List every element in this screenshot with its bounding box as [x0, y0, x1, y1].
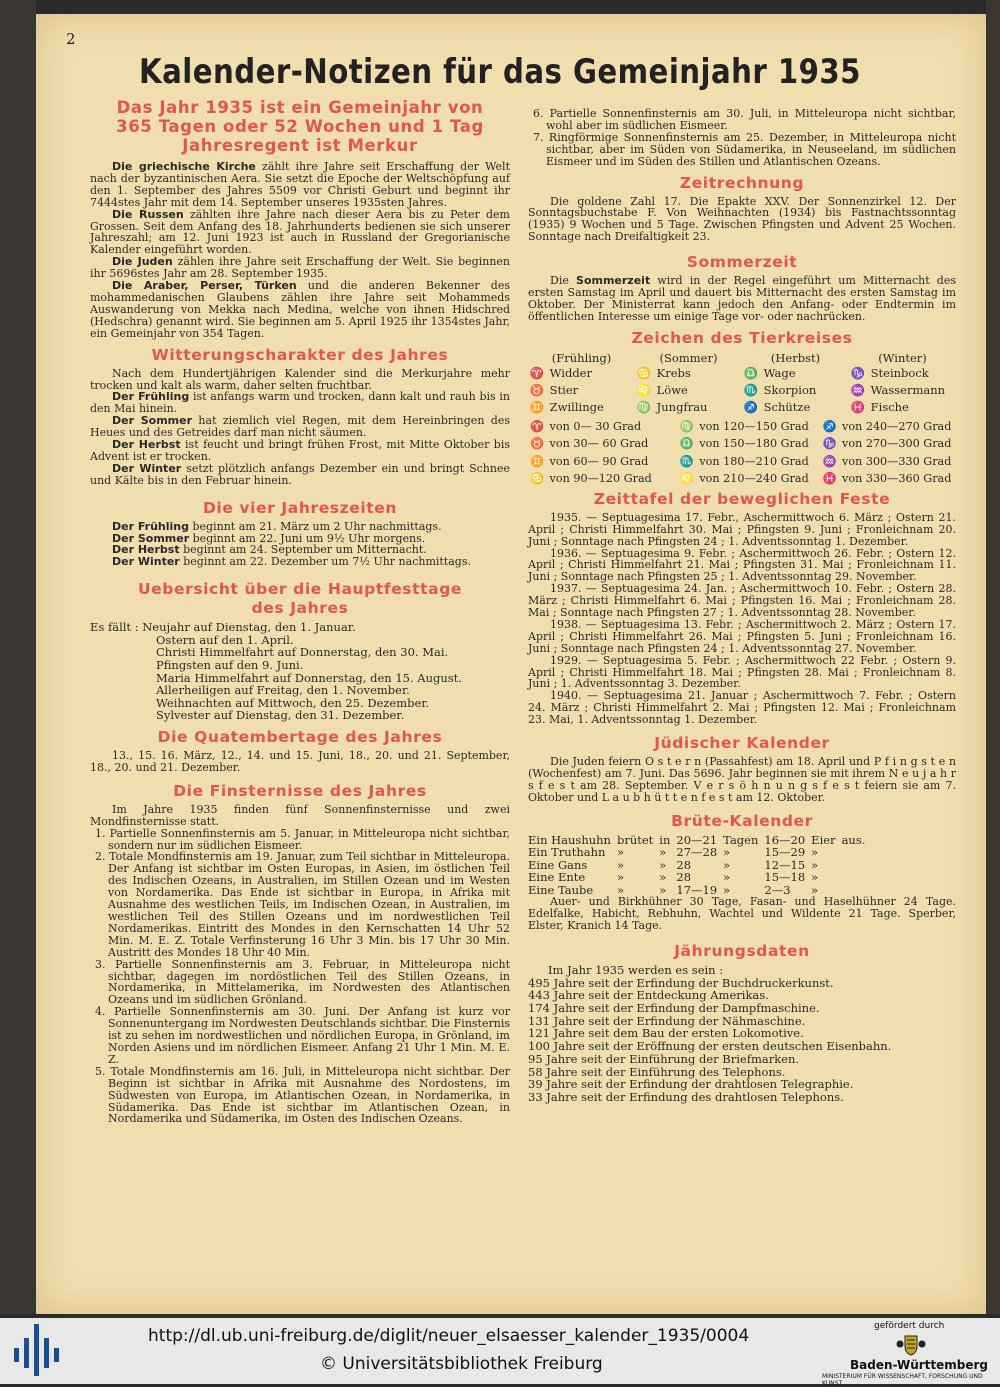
- bruet-table: [528, 834, 871, 897]
- zodiac-entry: [635, 382, 742, 399]
- bruet-cell: 16—20: [764, 832, 806, 847]
- zeittafel-entry: 1938. — Septuagesima 13. Febr. ; Aschermittwoch 2. März ; Ostern 17. April ; Christi Himmelfahrt 26. Mai ; Pfingsten 5. Juni ; Fronleichnam 16. Juni ; Sonntage nach Pfingsten 24 ; 1. Adventssonntag 27. November.: [528, 617, 956, 655]
- finsternis-item: 3. Partielle Sonnenfinsternis am 3. Februar, in Mitteleuropa nicht sichtbar, dagegen im nordöstlichen Teil des Stillen Ozeans, in Nordamerika, in Mittelamerika, im Nordwesten des Atlantischen Ozeans und im südlichen Grönland.: [95, 957, 510, 1007]
- feste-item: Pfingsten auf den 9. Juni.: [156, 658, 304, 673]
- zodiac-sign-icon: ♏: [743, 382, 759, 397]
- witterung-paragraph: [90, 391, 510, 415]
- bruet-cell: Ein Haushuhn: [528, 832, 611, 847]
- jahrung-item: 58 Jahre seit der Einführung des Telephons.: [528, 1064, 786, 1079]
- zeittafel-entry: 1929. — Septuagesima 5. Febr. ; Aschermittwoch 22 Febr. ; Ostern 9. April ; Christi Himmelfahrt 18. Mai ; Pfingsten 28. Mai ; Fronleichnam 8. Juni ; 1. Adventssonntag 3. Dezember.: [528, 653, 956, 691]
- footer-bar: [0, 1318, 1000, 1387]
- intro-paragraphs: [90, 161, 510, 340]
- zodiac-sign-icon: ♉: [529, 382, 545, 397]
- jahreszeiten-paragraphs: [90, 521, 510, 569]
- zodiac-sign-icon: ♈: [529, 365, 545, 380]
- finsternis-item: 2. Totale Mondfinsternis am 19. Januar, zum Teil sichtbar in Mitteleuropa. Der Anfang ist sichtbar im Osten Europas, in Asien, im östlichen Teil des Indischen Ozeans, in Australien, im Stillen Ozean und im Westen von Nordamerika. Das Ende ist sichtbar in Europa, in Afrika mit Ausnahme des westlichen Teils, im Indischen Ozean, in Australien, im westlichen Teil des Stillen Ozeans und im nordwestlichen Teil Nordamerikas. Eintritt des Mondes in den Kernschatten 14 Uhr 52 Min. M. E. Z. Totale Verfinsterung 16 Uhr 3 Min. bis 17 Uhr 30 Min. Austritt des Mondes 18 Uhr 40 Min.: [95, 850, 510, 959]
- zodiac-sign-icon: ♍: [636, 399, 652, 414]
- bruet-cell: »: [659, 845, 667, 860]
- intro-heading: [90, 98, 510, 155]
- zodiac-name: Wage: [760, 365, 796, 380]
- zodiac-sign-icon: ♎: [679, 436, 694, 451]
- witterung-paragraph: [90, 368, 510, 392]
- intro-paragraph-term: Die Russen: [112, 207, 184, 221]
- zodiac-degree-range: von 210—240 Grad: [695, 472, 809, 486]
- zodiac-sign-icon: ♓: [822, 471, 837, 486]
- zodiac-name-grid: [528, 365, 956, 416]
- feste-item: Es fällt : Neujahr auf Dienstag, den 1. Januar.: [90, 620, 356, 635]
- jahrung-item: 100 Jahre seit der Eröffnung der ersten deutschen Eisenbahn.: [528, 1039, 892, 1054]
- bruet-cell: »: [616, 882, 625, 897]
- zodiac-name: Löwe: [653, 382, 688, 397]
- zodiac-degree-range: von 180—210 Grad: [695, 454, 809, 468]
- zeittafel-entry: 1940. — Septuagesima 21. Januar ; Aschermittwoch 7. Febr. ; Ostern 24. März ; Christi Himmelfahrt 2. Mai ; Pfingsten 12. Mai ; Fronleichnam 23. Mai, 1. Adventssonntag 1. Dezember.: [528, 689, 956, 727]
- intro-paragraph: [90, 209, 510, 257]
- jahrung-item: 443 Jahre seit der Entdeckung Amerikas.: [528, 988, 769, 1003]
- witterung-paragraphs: [90, 368, 510, 487]
- zodiac-name: Fische: [867, 399, 909, 414]
- bruet-cell: Tagen: [723, 832, 759, 847]
- zodiac-degree-range: von 30— 60 Grad: [546, 437, 649, 451]
- jahreszeit-paragraph-term: Der Winter: [112, 555, 180, 569]
- finsternisse-cont-list: [528, 108, 956, 168]
- sommerzeit-heading: Sommerzeit: [686, 253, 798, 272]
- zodiac-name: Schütze: [760, 399, 811, 414]
- bruet-cell: »: [616, 857, 625, 872]
- zodiac-sign-icon: ♊: [530, 453, 544, 468]
- jahreszeiten-heading: Die vier Jahreszeiten: [202, 498, 398, 517]
- bruet-cell: Eine Taube: [528, 882, 594, 897]
- finsternis-item: 7. Ringförmige Sonnenfinsternis am 25. Dezember, in Mitteleuropa nicht sichtbar, aber im Süden von Südamerika, in Neuseeland, im südlichen Eismeer und im Süden des Stillen und Atlantischen Ozeans.: [533, 130, 956, 168]
- zodiac-sign-icon: ♌: [679, 471, 694, 486]
- zodiac-degree-range: von 0— 30 Grad: [546, 419, 642, 433]
- bruet-cell: 28: [676, 870, 692, 885]
- feste-list: [90, 621, 510, 722]
- witterung-paragraph-term: Der Winter: [112, 461, 182, 475]
- bruet-cell: Eine Ente: [528, 870, 586, 885]
- bruet-cell: aus.: [841, 832, 866, 847]
- feste-item: Maria Himmelfahrt auf Donnerstag, den 15. August.: [156, 670, 462, 685]
- zodiac-degree-grid: [528, 418, 956, 488]
- bruet-cell: Eier: [811, 832, 836, 847]
- zodiac-entry: [742, 399, 849, 416]
- jahreszeit-paragraph-body: beginnt am 22. Juni um 9½ Uhr morgens.: [189, 531, 426, 545]
- zodiac-degree-range: von 60— 90 Grad: [546, 454, 649, 468]
- witterung-paragraph-term: Der Herbst: [112, 438, 181, 452]
- bruet-cell: [842, 871, 872, 884]
- sommerzeit-term: Sommerzeit: [576, 274, 651, 288]
- jahreszeit-paragraph-term: Der Sommer: [112, 531, 190, 545]
- bruet-cell: 15—18: [764, 870, 806, 885]
- bruet-cell: 15—29: [764, 845, 806, 860]
- bruet-cell: [842, 859, 872, 872]
- bruet-cell: Ein Truthahn: [528, 845, 606, 860]
- zeittafel-entry: 1935. — Septuagesima 17. Febr., Aschermittwoch 6. März ; Ostern 21. April ; Christi Himmelfahrt 30. Mai ; Pfingsten 9. Juni ; Fronleichnam 20. Juni ; Sonntage nach Pfingsten 24 ; 1. Adventssonntag 1. Dezember.: [528, 510, 956, 548]
- zodiac-sign-icon: ♊: [529, 399, 545, 414]
- intro-paragraph-term: Die griechische Kirche: [112, 160, 256, 173]
- feste-item: Weihnachten auf Mittwoch, den 25. Dezember.: [156, 695, 430, 710]
- zodiac-sign-icon: ♐: [743, 399, 759, 414]
- zodiac-entry: [528, 382, 635, 399]
- zodiac-name: Wassermann: [867, 382, 946, 397]
- zodiac-degree-entry: [678, 435, 821, 453]
- witterung-paragraph: [90, 415, 510, 439]
- finsternisse-list: [90, 828, 510, 1126]
- jahrung-item: 495 Jahre seit der Erfindung der Buchdruckerkunst.: [528, 975, 834, 990]
- jahreszeit-paragraph-body: beginnt am 22. Dezember um 7½ Uhr nachmittags.: [179, 555, 471, 569]
- finsternis-item: 6. Partielle Sonnenfinsternis am 30. Juli, in Mitteleuropa nicht sichtbar, wohl aber im südlichen Eismeer.: [533, 107, 956, 132]
- page-number: 2: [66, 30, 76, 48]
- witterung-paragraph: [90, 439, 510, 463]
- bruet-cell: »: [723, 845, 731, 860]
- finsternis-item: 4. Partielle Sonnenfinsternis am 30. Juni. Der Anfang ist kurz vor Sonnenuntergang im Nordwesten Deutschlands sichtbar. Die Finsternis ist zu sehen im nordwestlichen und nördlichen Europa, in Grönland, im Norden Asiens und im nördlichen Eismeer. Anfang 21 Uhr 1 Min. M. E. Z.: [95, 1005, 510, 1066]
- zodiac-sign-icon: ♓: [850, 399, 866, 414]
- season-label: (Herbst): [770, 350, 821, 365]
- page-title: Kalender-Notizen für das Gemeinjahr 1935: [139, 52, 861, 92]
- zodiac-name: Steinbock: [867, 365, 929, 380]
- zodiac-degree-range: von 270—300 Grad: [838, 437, 952, 451]
- jahrung-intro: Im Jahr 1935 werden es sein :: [548, 962, 724, 977]
- zodiac-entry: [528, 399, 635, 416]
- bruet-cell: »: [723, 870, 731, 885]
- zodiac-sign-icon: ♉: [530, 436, 544, 451]
- zeittafel-entry: 1936. — Septuagesima 9. Febr. ; Aschermittwoch 26. Febr. ; Ostern 12. April ; Christi Himmelfahrt 21. Mai ; Pfingsten 31. Mai ; Fronleichnam 11. Juni ; Sonntage nach Pfingsten 25 ; 1. Adventssonntag 29. November.: [528, 546, 956, 584]
- finsternis-item: 1. Partielle Sonnenfinsternis am 5. Januar, in Mitteleuropa nicht sichtbar, sondern nur im südlichen Eismeer.: [95, 826, 510, 852]
- zodiac-degree-entry: [678, 418, 821, 436]
- finsternis-item: 5. Totale Mondfinsternis am 16. Juli, in Mitteleuropa nicht sichtbar. Der Beginn ist sichtbar in Afrika mit Ausnahme des Nordostens, im Südwesten von Europa, im Atlantischen Ozean, in Nordamerika, in Südamerika. Das Ende ist sichtbar im Atlantischen Ozean, in Nordamerika und Südamerika, im Osten des Indischen Ozeans.: [95, 1064, 510, 1126]
- jahrung-list: [528, 964, 956, 1104]
- intro-paragraph-body: zählten ihre Jahre nach dieser Aera bis zu Peter dem Grossen. Seit dem Anfang des 18. Jahrhunderts bedienen sie sich unserer Jahreszahl; am 12. Juni 1923 ist auch in Russland der Gregorianische Kalender eingeführt worden.: [90, 207, 510, 257]
- zodiac-degree-range: von 330—360 Grad: [838, 472, 952, 486]
- bruet-cell: »: [811, 882, 819, 897]
- bruet-cell: »: [659, 882, 667, 897]
- zodiac-sign-icon: ♒: [850, 382, 866, 397]
- sponsor-ministry: MINISTERIUM FÜR WISSENSCHAFT, FORSCHUNG UND KUNST: [822, 1373, 983, 1387]
- library-logo-icon: [14, 1324, 58, 1376]
- zodiac-name: Widder: [546, 365, 592, 380]
- zeitrechnung-heading: Zeitrechnung: [679, 173, 805, 192]
- witterung-paragraph-body: setzt plötzlich anfangs Dezember ein und bringt Schnee und Kälte bis in den Februar hinein.: [90, 461, 510, 487]
- zodiac-sign-icon: ♍: [679, 418, 694, 433]
- sommerzeit-pre: Die: [550, 274, 577, 288]
- intro-paragraph-body: zählen ihre Jahre seit Erschaffung der Welt. Sie beginnen ihr 5696stes Jahr am 28. September 1935.: [90, 255, 510, 281]
- feste-heading-line: des Jahres: [251, 599, 349, 618]
- season-header: [528, 351, 956, 365]
- bruet-note: Auer- und Birkhühner 30 Tage, Fasan- und Haselhühner 24 Tage. Edelfalke, Habicht, Rebhuhn, Wachtel und Wildente 21 Tage. Sperber, Elster, Kranich 14 Tage.: [528, 895, 956, 933]
- quatember-heading: Die Quatembertage des Jahres: [157, 728, 443, 747]
- zodiac-entry: [742, 382, 849, 399]
- quatember-text: 13., 15. 16. März, 12., 14. und 15. Juni, 18., 20. und 21. September, 18., 20. und 21. Dezember.: [90, 749, 510, 774]
- scan-right-edge: [986, 0, 1000, 1314]
- sommerzeit-body: wird in der Regel eingeführt um Mitternacht des ersten Samstag im April und dauert bis Mitternacht des ersten Samstag im Oktober. Der Ministerrat kann jedoch den Anfang- oder Endtermin im öffentlichen Interesse um einige Tage vor- oder nachrücken.: [528, 274, 956, 323]
- witterung-paragraph-term: Der Sommer: [112, 414, 193, 428]
- bruet-cell: »: [659, 857, 667, 872]
- zodiac-degree-entry: [528, 418, 678, 436]
- zodiac-sign-icon: ♋: [530, 471, 544, 486]
- jahrung-item: 33 Jahre seit der Erfindung des drahtlosen Telephons.: [528, 1089, 844, 1104]
- intro-paragraph-term: Die Juden: [112, 255, 173, 269]
- zodiac-entry: [742, 365, 849, 382]
- intro-paragraph-term: Die Araber, Perser, Türken: [112, 279, 297, 293]
- jahrung-item: 174 Jahre seit der Erfindung der Dampfmaschine.: [528, 1001, 820, 1016]
- zodiac-sign-icon: ♑: [822, 436, 837, 451]
- intro-paragraph-body: und die anderen Bekenner des mohammedanischen Glaubens zählen ihre Jahre seit Mohammeds Auswanderung von Mekka nach Medina, welche von ihnen Hidschred (Hedschra) genannt wird. Sie beginnen am 5. April 1925 ihr 1354stes Jahr, ein Gemeinjahr von 354 Tagen.: [90, 279, 510, 340]
- feste-item: Allerheiligen auf Freitag, den 1. November.: [156, 683, 410, 698]
- crest-icon: [896, 1334, 926, 1356]
- witterung-paragraph-body: Nach dem Hundertjährigen Kalender sind die Merkurjahre mehr trocken und kalt als warm, daher selten fruchtbar.: [90, 366, 510, 392]
- witterung-paragraph-body: ist feucht und bringt frühen Frost, mit Mitte Oktober bis Advent ist er trocken.: [90, 438, 510, 463]
- zodiac-name: Krebs: [653, 365, 691, 380]
- zodiac-sign-icon: ♌: [636, 382, 652, 397]
- feste-item: Christi Himmelfahrt auf Donnerstag, den 30. Mai.: [156, 645, 449, 660]
- bruet-cell: 27—28: [676, 845, 718, 860]
- finsternisse-intro: Im Jahre 1935 finden fünf Sonnenfinsternisse und zwei Mondfinsternisse statt.: [90, 802, 510, 828]
- zodiac-sign-icon: ♒: [822, 453, 837, 468]
- zodiac-entry: [849, 382, 956, 399]
- zodiac-degree-range: von 120—150 Grad: [695, 419, 809, 433]
- zodiac-sign-icon: ♏: [679, 453, 694, 468]
- jahrung-item: 39 Jahre seit der Erfindung der drahtlosen Telegraphie.: [528, 1077, 854, 1092]
- season-label: (Frühling): [551, 350, 612, 365]
- season-label: (Sommer): [659, 350, 718, 365]
- left-column: [90, 98, 510, 1125]
- bruet-cell: 12—15: [764, 857, 806, 872]
- zodiac-degree-range: von 150—180 Grad: [695, 437, 809, 451]
- zodiac-degree-entry: [820, 418, 956, 436]
- jahrung-item: 121 Jahre seit dem Bau der ersten Lokomotive.: [528, 1026, 804, 1041]
- bruet-cell: »: [723, 882, 731, 897]
- season-label: (Winter): [878, 350, 927, 365]
- bruet-cell: »: [811, 870, 819, 885]
- footer-url-link[interactable]: http://dl.ub.uni-freiburg.de/diglit/neuer_elsaesser_kalender_1935/0004: [148, 1326, 750, 1346]
- jahreszeit-paragraph-term: Der Herbst: [112, 543, 180, 557]
- jahreszeit-paragraph-body: beginnt am 24. September um Mitternacht.: [179, 543, 427, 557]
- intro-paragraph: [90, 161, 510, 209]
- jahrung-heading: Jährungsdaten: [674, 941, 810, 960]
- zodiac-entry: [635, 399, 742, 416]
- bruet-cell: 20—21: [676, 832, 718, 847]
- scan-binding-edge: [0, 0, 36, 1314]
- zeittafel-entry: 1937. — Septuagesima 24. Jan. ; Aschermittwoch 10. Febr. ; Ostern 28. März ; Christi Himmelfahrt 6. Mai ; Pfingsten 16. Mai ; Fronleichnam 28. Mai ; Sonntage nach Pfingsten 27 ; 1. Adventssonntag 28. November.: [528, 582, 956, 620]
- witterung-paragraph-body: ist anfangs warm und trocken, dann kalt und rauh bis in den Mai hinein.: [90, 390, 510, 416]
- zeittafel-heading: Zeittafel der beweglichen Feste: [593, 489, 891, 508]
- zodiac-degree-entry: [528, 435, 678, 453]
- zodiac-degree-entry: [528, 453, 678, 471]
- intro-heading-line: 365 Tagen oder 52 Wochen und 1 Tag: [116, 117, 484, 136]
- intro-paragraph: [90, 280, 510, 340]
- zodiac-name: Skorpion: [760, 382, 817, 397]
- intro-heading-line: Jahresregent ist Merkur: [182, 136, 418, 155]
- zodiac-name: Stier: [546, 382, 579, 397]
- zodiac-sign-icon: ♑: [850, 365, 866, 380]
- jahreszeit-paragraph: [90, 556, 510, 568]
- zodiac-degree-range: von 90—120 Grad: [546, 472, 652, 486]
- finsternisse-heading: Die Finsternisse des Jahres: [173, 781, 427, 800]
- jahrung-item: 95 Jahre seit der Einführung der Briefmarken.: [528, 1051, 800, 1066]
- bruet-cell: [842, 846, 872, 859]
- witterung-paragraph-term: Der Frühling: [112, 390, 190, 404]
- bruet-cell: »: [811, 845, 819, 860]
- zodiac-degree-entry: [820, 453, 956, 471]
- zodiac-degree-range: von 300—330 Grad: [838, 454, 952, 468]
- zodiac-entry: [528, 365, 635, 382]
- intro-heading-line: Das Jahr 1935 ist ein Gemeinjahr von: [116, 98, 484, 117]
- bruet-cell: »: [659, 870, 667, 885]
- intro-paragraph-body: zählt ihre Jahre seit Erschaffung der Welt nach der byzantinischen Aera. Sie setzt die Epoche der Weltschöpfung auf den 1. September des Jahres 5509 vor Christi Geburt und beginnt ihr 7444stes Jahr mit dem 14. September unseres 1935sten Jahres.: [90, 160, 510, 209]
- jahreszeit-paragraph-term: Der Frühling: [112, 519, 189, 533]
- juedisch-text: Die Juden feiern O s t e r n (Passahfest) am 18. April und P f i n g s t e n (Wochenfest) am 7. Juni. Das 5696. Jahr beginnen sie mit ihrem N e u j a h r s f e s t am 28. September. V e r s ö h n u n g s f e s t feiern sie am 7. Oktober und L a u b h ü t t e n f e s t am 12. Oktober.: [528, 755, 956, 804]
- bruet-row: [528, 846, 871, 859]
- witterung-paragraph: [90, 463, 510, 487]
- witterung-paragraph-body: hat ziemlich viel Regen, mit dem Hereinbringen des Heues und des Getreides darf man nicht säumen.: [90, 414, 510, 440]
- bruet-row: [528, 871, 871, 884]
- right-column: [528, 108, 956, 1104]
- zeitrechnung-text: Die goldene Zahl 17. Die Epakte XXV. Der Sonnenzirkel 12. Der Sonntagsbuchstabe F. Von Weihnachten (1934) bis Fastnachtssonntag (1935) 9 Wochen und 5 Tage. Zwischen Pfingsten und Advent 25 Wochen. Sonntage nach Dreifaltigkeit 23.: [528, 194, 956, 244]
- bruet-cell: 2—3: [764, 882, 791, 897]
- zodiac-sign-icon: ♈: [530, 418, 544, 433]
- zodiac-entry: [849, 365, 956, 382]
- sponsor-label: gefördert durch: [874, 1321, 945, 1331]
- jahrung-item: 131 Jahre seit der Erfindung der Nähmaschine.: [528, 1013, 806, 1028]
- bruet-cell: »: [723, 857, 731, 872]
- sponsor-name: Baden-Württemberg: [850, 1358, 989, 1372]
- zodiac-sign-icon: ♋: [636, 365, 652, 380]
- bruet-cell: »: [616, 870, 625, 885]
- zodiac-sign-icon: ♐: [822, 418, 837, 433]
- zodiac-name: Zwillinge: [546, 399, 604, 414]
- zodiac-degree-entry: [820, 435, 956, 453]
- feste-item: Ostern auf den 1. April.: [156, 632, 294, 647]
- jahreszeit-paragraph-body: beginnt am 21. März um 2 Uhr nachmittags.: [189, 519, 442, 533]
- bruet-cell: brütet: [616, 832, 654, 847]
- zodiac-degree-range: von 240—270 Grad: [838, 419, 952, 433]
- bruet-cell: »: [811, 857, 819, 872]
- zeittafel-list: [528, 512, 956, 726]
- bruet-cell: »: [616, 845, 625, 860]
- bruet-cell: 28: [676, 857, 692, 872]
- zodiac-entry: [849, 399, 956, 416]
- feste-heading: [90, 580, 510, 618]
- zodiac-degree-entry: [678, 453, 821, 471]
- sommerzeit-text: [528, 275, 956, 323]
- zodiac-degree-entry: [820, 470, 956, 488]
- bruet-heading: Brüte-Kalender: [671, 811, 813, 830]
- witterung-heading: Witterungscharakter des Jahres: [151, 345, 449, 364]
- bruet-cell: Eine Gans: [528, 857, 588, 872]
- bruet-cell: 17—19: [676, 882, 718, 897]
- zodiac-degree-entry: [528, 470, 678, 488]
- footer-copyright: © Universitätsbibliothek Freiburg: [320, 1354, 603, 1374]
- feste-item: Sylvester auf Dienstag, den 31. Dezember.: [156, 708, 405, 723]
- zodiac-name: Jungfrau: [653, 399, 708, 414]
- tierkreis-heading: Zeichen des Tierkreises: [631, 328, 853, 347]
- intro-paragraph: [90, 256, 510, 280]
- juedisch-heading: Jüdischer Kalender: [654, 734, 830, 753]
- feste-heading-line: Uebersicht über die Hauptfesttage: [137, 580, 463, 599]
- bruet-cell: in: [659, 832, 671, 847]
- zodiac-entry: [635, 365, 742, 382]
- zodiac-sign-icon: ♎: [743, 365, 759, 380]
- zodiac-degree-entry: [678, 470, 821, 488]
